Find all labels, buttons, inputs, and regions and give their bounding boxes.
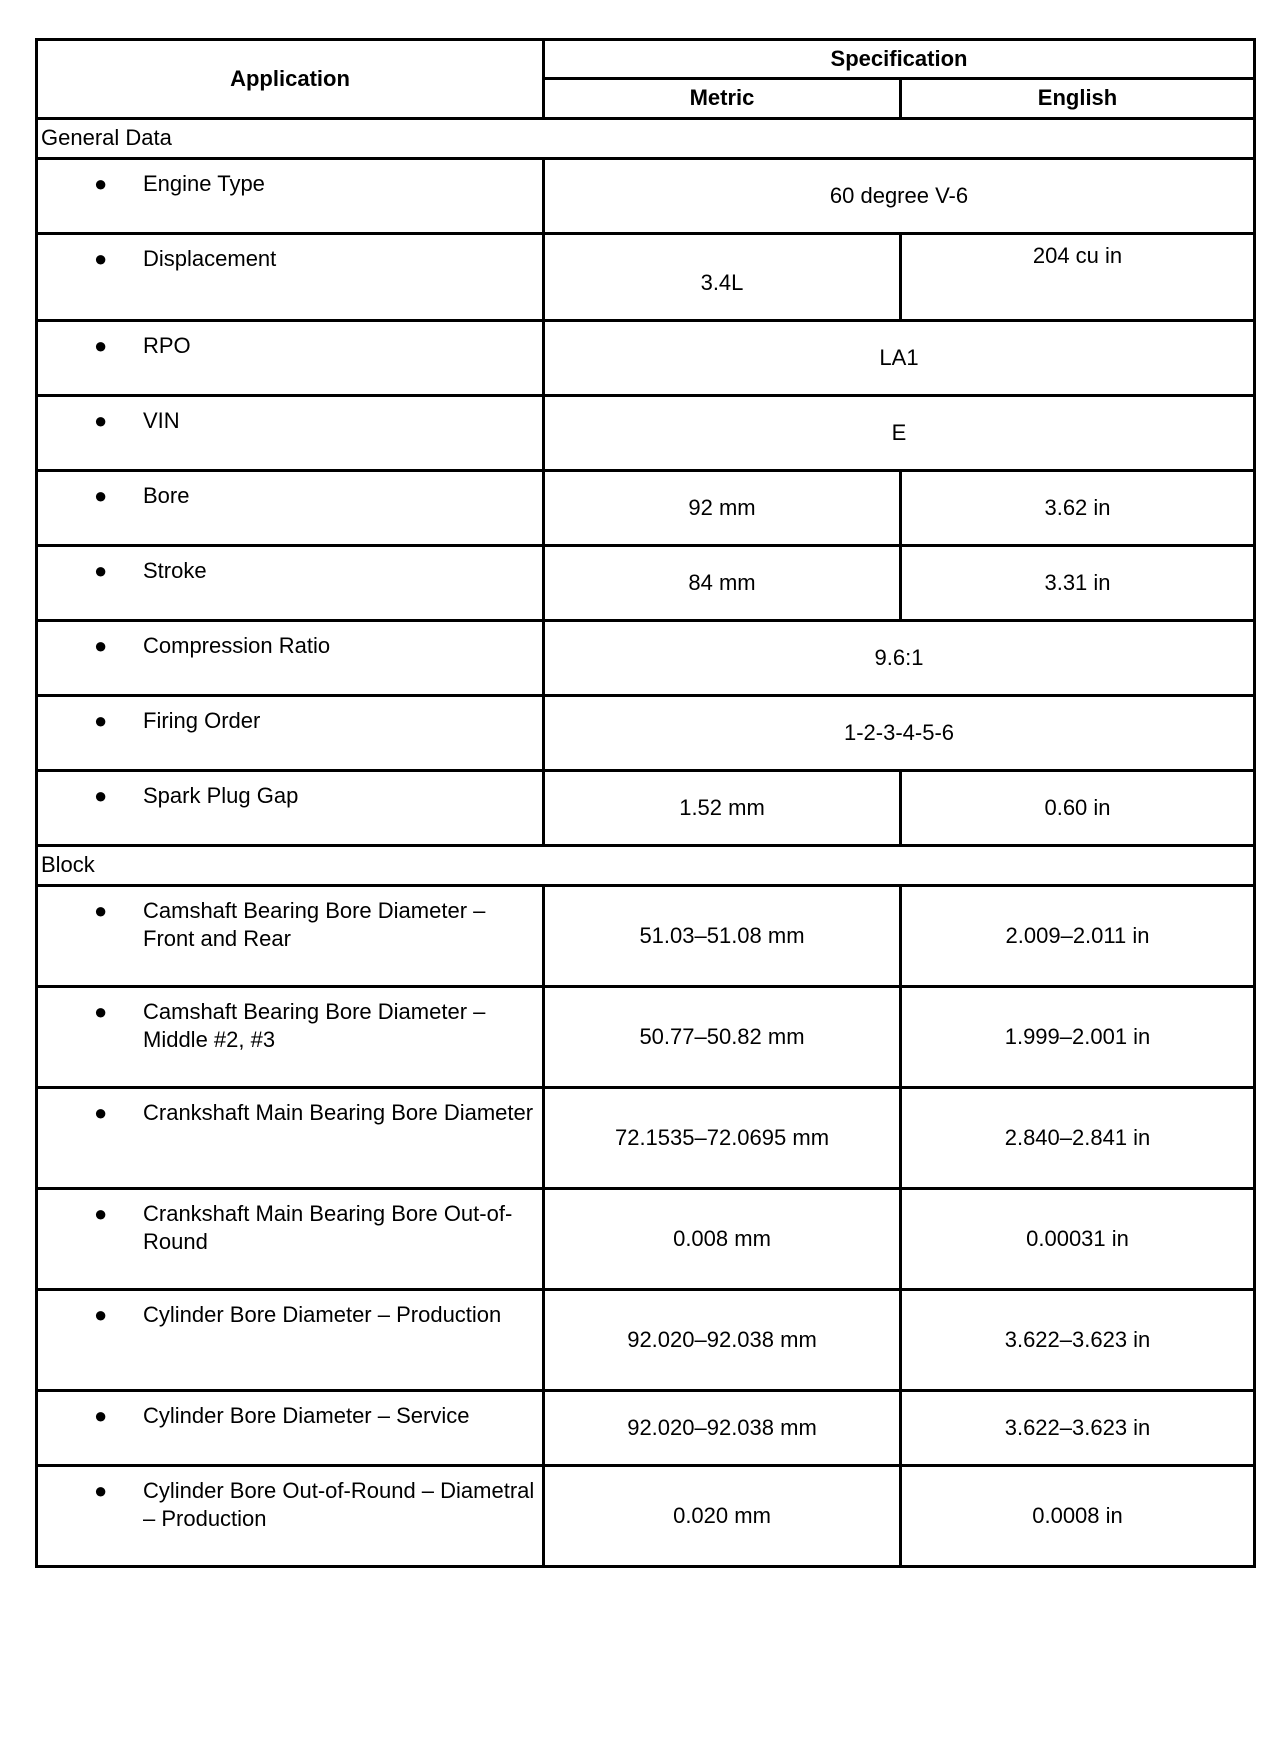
bullet-icon: ● xyxy=(94,246,108,271)
row-label: VIN xyxy=(143,408,180,433)
row-label: Bore xyxy=(143,483,190,508)
application-cell xyxy=(37,1391,544,1466)
application-cell xyxy=(37,159,544,234)
table-row xyxy=(37,1088,1255,1189)
table-row xyxy=(37,771,1255,846)
row-label: Firing Order xyxy=(143,708,261,733)
bullet-icon: ● xyxy=(94,483,108,508)
bullet-icon: ● xyxy=(94,408,108,433)
english-header: English xyxy=(901,79,1255,119)
english-value: 0.60 in xyxy=(901,771,1255,846)
application-cell xyxy=(37,1466,544,1567)
table-row xyxy=(37,621,1255,696)
table-row xyxy=(37,234,1255,321)
table-row xyxy=(37,1189,1255,1290)
row-label: Camshaft Bearing Bore Diameter – Middle #2, #3 xyxy=(143,999,486,1053)
combined-value: 60 degree V-6 xyxy=(544,159,1255,234)
application-cell xyxy=(37,987,544,1088)
row-label: Engine Type xyxy=(143,171,265,196)
row-label: Cylinder Bore Out-of-Round – Diametral – Production xyxy=(143,1478,535,1532)
table-row xyxy=(37,321,1255,396)
metric-value: 84 mm xyxy=(544,546,901,621)
bullet-icon: ● xyxy=(94,783,108,808)
application-cell xyxy=(37,234,544,321)
row-label: Displacement xyxy=(143,246,277,271)
table-row xyxy=(37,696,1255,771)
metric-value: 72.1535–72.0695 mm xyxy=(544,1088,901,1189)
table-row xyxy=(37,1290,1255,1391)
table-row xyxy=(37,886,1255,987)
row-label: RPO xyxy=(143,333,191,358)
specification-table xyxy=(35,38,1256,1568)
application-cell xyxy=(37,1290,544,1391)
application-cell xyxy=(37,321,544,396)
application-cell xyxy=(37,1088,544,1189)
english-value: 2.009–2.011 in xyxy=(901,886,1255,987)
english-value: 0.00031 in xyxy=(901,1189,1255,1290)
application-cell xyxy=(37,621,544,696)
application-cell xyxy=(37,546,544,621)
metric-value: 0.008 mm xyxy=(544,1189,901,1290)
application-header: Application xyxy=(37,40,544,119)
bullet-icon: ● xyxy=(94,999,108,1024)
table-row xyxy=(37,159,1255,234)
combined-value: LA1 xyxy=(544,321,1255,396)
bullet-icon: ● xyxy=(94,171,108,196)
bullet-icon: ● xyxy=(94,558,108,583)
table-row xyxy=(37,1466,1255,1567)
section-title-general-data: General Data xyxy=(37,119,1255,159)
english-value: 2.840–2.841 in xyxy=(901,1088,1255,1189)
english-value: 3.31 in xyxy=(901,546,1255,621)
bullet-icon: ● xyxy=(94,1100,108,1125)
application-cell xyxy=(37,396,544,471)
row-label: Camshaft Bearing Bore Diameter – Front and Rear xyxy=(143,898,486,952)
specification-header: Specification xyxy=(544,40,1255,79)
row-label: Cylinder Bore Diameter – Production xyxy=(143,1302,502,1327)
bullet-icon: ● xyxy=(94,1403,108,1428)
table-row xyxy=(37,987,1255,1088)
metric-value: 92.020–92.038 mm xyxy=(544,1290,901,1391)
metric-value: 1.52 mm xyxy=(544,771,901,846)
row-label: Compression Ratio xyxy=(143,633,331,658)
row-label: Crankshaft Main Bearing Bore Out-of-Round xyxy=(143,1201,513,1255)
combined-value: 9.6:1 xyxy=(544,621,1255,696)
row-label: Spark Plug Gap xyxy=(143,783,299,808)
metric-value: 92 mm xyxy=(544,471,901,546)
application-cell xyxy=(37,886,544,987)
bullet-icon: ● xyxy=(94,898,108,923)
combined-value: E xyxy=(544,396,1255,471)
application-cell xyxy=(37,1189,544,1290)
table-row xyxy=(37,546,1255,621)
bullet-icon: ● xyxy=(94,1201,108,1226)
row-label: Crankshaft Main Bearing Bore Diameter xyxy=(143,1100,534,1125)
row-label: Cylinder Bore Diameter – Service xyxy=(143,1403,470,1428)
english-value: 3.622–3.623 in xyxy=(901,1290,1255,1391)
metric-value: 0.020 mm xyxy=(544,1466,901,1567)
table-row xyxy=(37,471,1255,546)
application-cell xyxy=(37,471,544,546)
combined-value: 1-2-3-4-5-6 xyxy=(544,696,1255,771)
bullet-icon: ● xyxy=(94,633,108,658)
table-row xyxy=(37,1391,1255,1466)
metric-header: Metric xyxy=(544,79,901,119)
row-label: Stroke xyxy=(143,558,207,583)
bullet-icon: ● xyxy=(94,708,108,733)
english-value: 204 cu in xyxy=(901,234,1255,321)
metric-value: 92.020–92.038 mm xyxy=(544,1391,901,1466)
bullet-icon: ● xyxy=(94,1302,108,1327)
metric-value: 51.03–51.08 mm xyxy=(544,886,901,987)
english-value: 0.0008 in xyxy=(901,1466,1255,1567)
english-value: 3.62 in xyxy=(901,471,1255,546)
table-row xyxy=(37,396,1255,471)
application-cell xyxy=(37,696,544,771)
bullet-icon: ● xyxy=(94,333,108,358)
english-value: 1.999–2.001 in xyxy=(901,987,1255,1088)
english-value: 3.622–3.623 in xyxy=(901,1391,1255,1466)
application-cell xyxy=(37,771,544,846)
section-title-block: Block xyxy=(37,846,1255,886)
metric-value: 50.77–50.82 mm xyxy=(544,987,901,1088)
bullet-icon: ● xyxy=(94,1478,108,1503)
metric-value: 3.4L xyxy=(544,234,901,321)
